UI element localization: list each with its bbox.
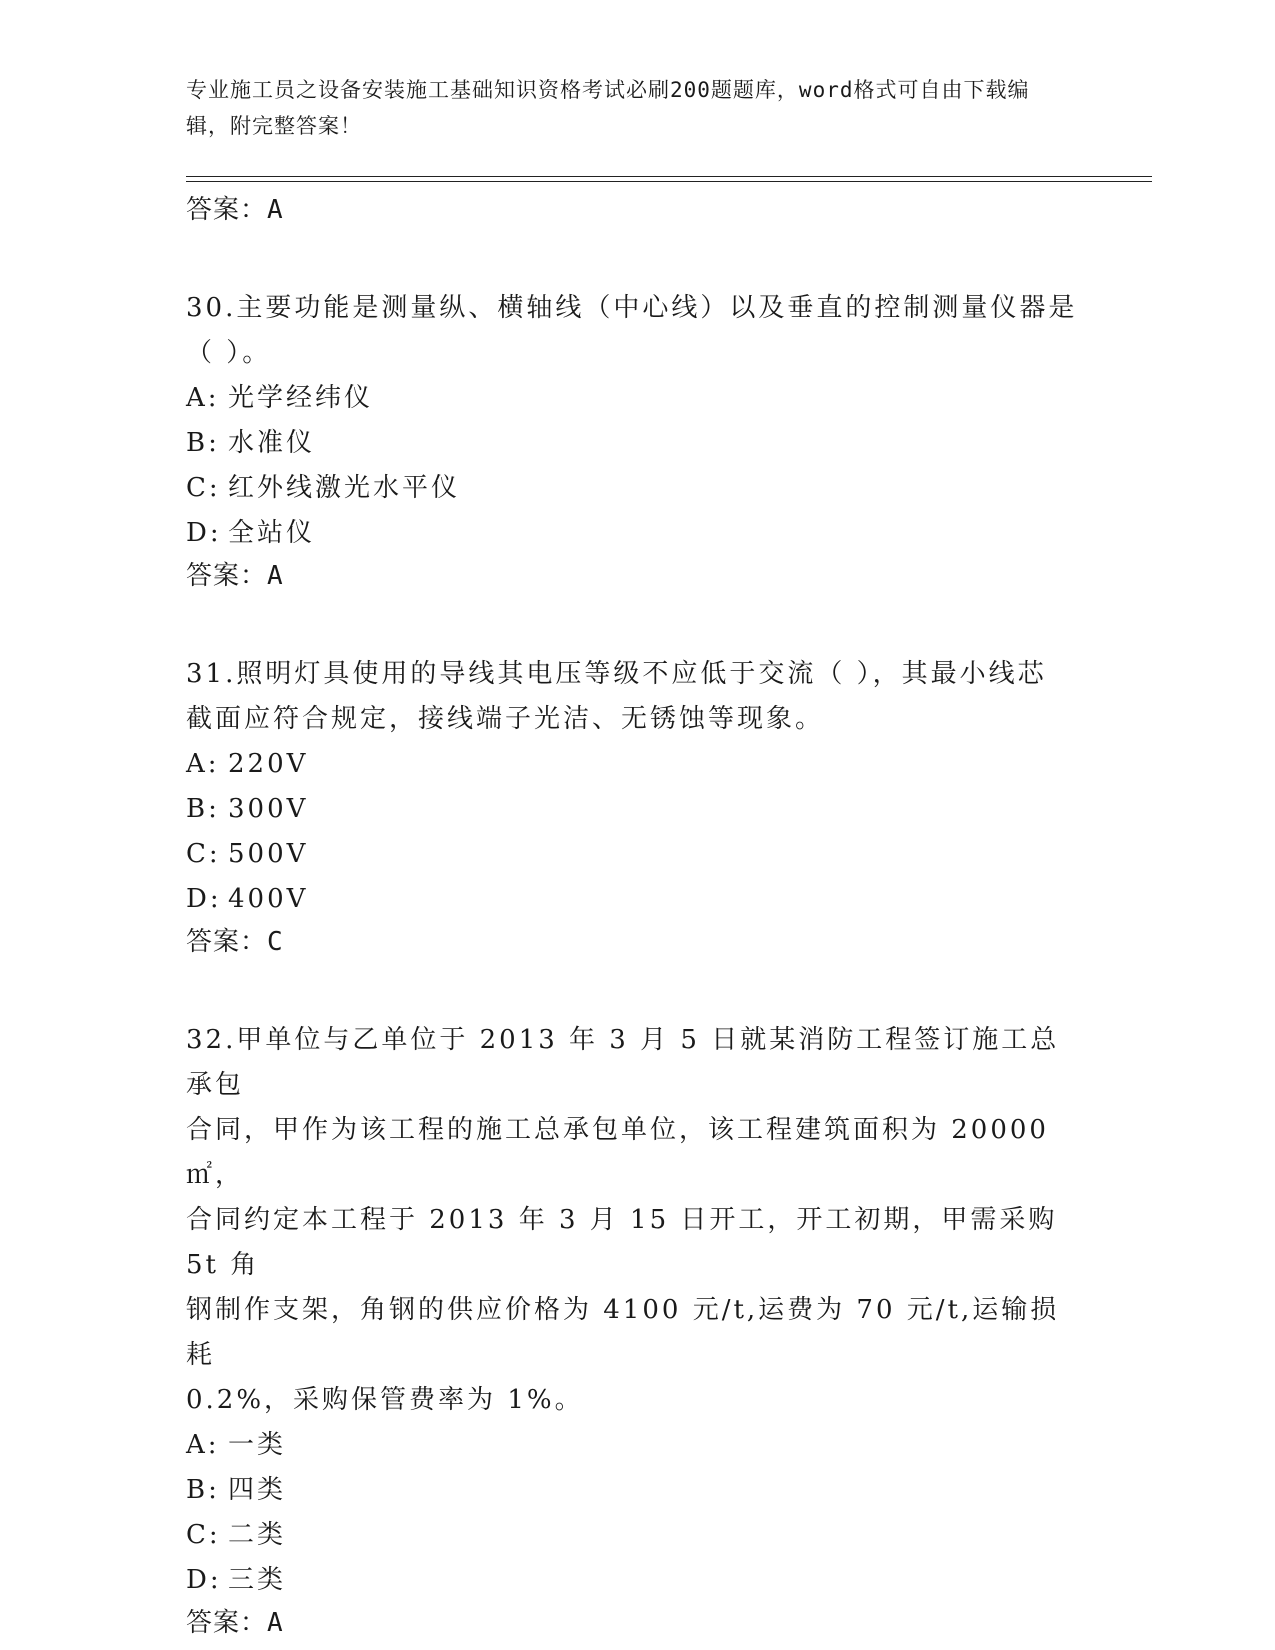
question-stem xyxy=(186,1018,1086,1423)
stem-line: 32.甲单位与乙单位于 2013 年 3 月 5 日就某消防工程签订施工总承包 xyxy=(186,1025,1060,1100)
option-c xyxy=(186,832,1086,877)
stem-line: 截面应符合规定，接线端子光洁、无锈蚀等现象。 xyxy=(186,704,825,734)
option-text: 220V xyxy=(228,749,309,779)
option-key: C: xyxy=(186,1520,221,1550)
option-text: 三类 xyxy=(228,1565,287,1595)
option-key: C: xyxy=(186,473,221,503)
option-text: 水准仪 xyxy=(228,428,316,458)
option-b xyxy=(186,421,1086,466)
option-text: 一类 xyxy=(228,1430,287,1460)
stem-line: 合同，甲作为该工程的施工总承包单位，该工程建筑面积为 20000㎡， xyxy=(186,1115,1049,1190)
answer-value: C xyxy=(267,927,284,957)
option-a xyxy=(186,376,1086,421)
question-answer xyxy=(186,1603,1086,1643)
answer-label: 答案： xyxy=(186,1608,268,1638)
stem-line: 31.照明灯具使用的导线其电压等级不应低于交流（ ），其最小线芯 xyxy=(186,659,1047,689)
question-31 xyxy=(186,652,1086,962)
header-double-rule xyxy=(186,176,1152,182)
page-header: 专业施工员之设备安装施工基础知识资格考试必刷200题题库，word格式可自由下载编辑，附完整答案！ xyxy=(186,78,1030,138)
answer-label: 答案： xyxy=(186,927,268,957)
question-answer xyxy=(186,556,1086,596)
stem-line: 0.2%，采购保管费率为 1%。 xyxy=(186,1385,584,1415)
option-key: B: xyxy=(186,794,220,824)
option-text: 光学经纬仪 xyxy=(228,383,374,413)
option-key: A: xyxy=(186,383,220,413)
stem-line: 钢制作支架，角钢的供应价格为 4100 元/t,运费为 70 元/t,运输损耗 xyxy=(186,1295,1060,1370)
option-key: D: xyxy=(186,1565,222,1595)
question-stem xyxy=(186,286,1086,376)
answer-label: 答案： xyxy=(186,561,268,591)
stem-line: （ ）。 xyxy=(186,338,272,368)
option-d xyxy=(186,1558,1086,1603)
option-text: 二类 xyxy=(228,1520,287,1550)
option-key: A: xyxy=(186,1430,220,1460)
answer-value: A xyxy=(267,1608,284,1638)
option-text: 四类 xyxy=(228,1475,287,1505)
option-d xyxy=(186,877,1086,922)
option-text: 红外线激光水平仪 xyxy=(228,473,461,503)
option-b xyxy=(186,787,1086,832)
answer-label: 答案： xyxy=(186,195,268,225)
option-key: D: xyxy=(186,518,222,548)
question-30 xyxy=(186,286,1086,596)
stem-line: 合同约定本工程于 2013 年 3 月 15 日开工，开工初期，甲需采购 5t 角 xyxy=(186,1205,1058,1280)
option-c xyxy=(186,1513,1086,1558)
option-key: B: xyxy=(186,428,220,458)
option-key: A: xyxy=(186,749,220,779)
option-text: 全站仪 xyxy=(228,518,316,548)
answer-value: A xyxy=(267,195,284,225)
question-answer xyxy=(186,922,1086,962)
option-d xyxy=(186,511,1086,556)
option-text: 500V xyxy=(228,839,309,869)
option-c xyxy=(186,466,1086,511)
document-body xyxy=(186,190,1086,1643)
option-a xyxy=(186,1423,1086,1468)
previous-answer xyxy=(186,190,1086,230)
answer-value: A xyxy=(267,561,284,591)
question-stem xyxy=(186,652,1086,742)
option-text: 400V xyxy=(228,884,309,914)
option-a xyxy=(186,742,1086,787)
option-key: B: xyxy=(186,1475,220,1505)
option-text: 300V xyxy=(228,794,309,824)
option-key: D: xyxy=(186,884,222,914)
option-key: C: xyxy=(186,839,221,869)
option-b xyxy=(186,1468,1086,1513)
question-32 xyxy=(186,1018,1086,1643)
stem-line: 30.主要功能是测量纵、横轴线（中心线）以及垂直的控制测量仪器是 xyxy=(186,293,1078,323)
